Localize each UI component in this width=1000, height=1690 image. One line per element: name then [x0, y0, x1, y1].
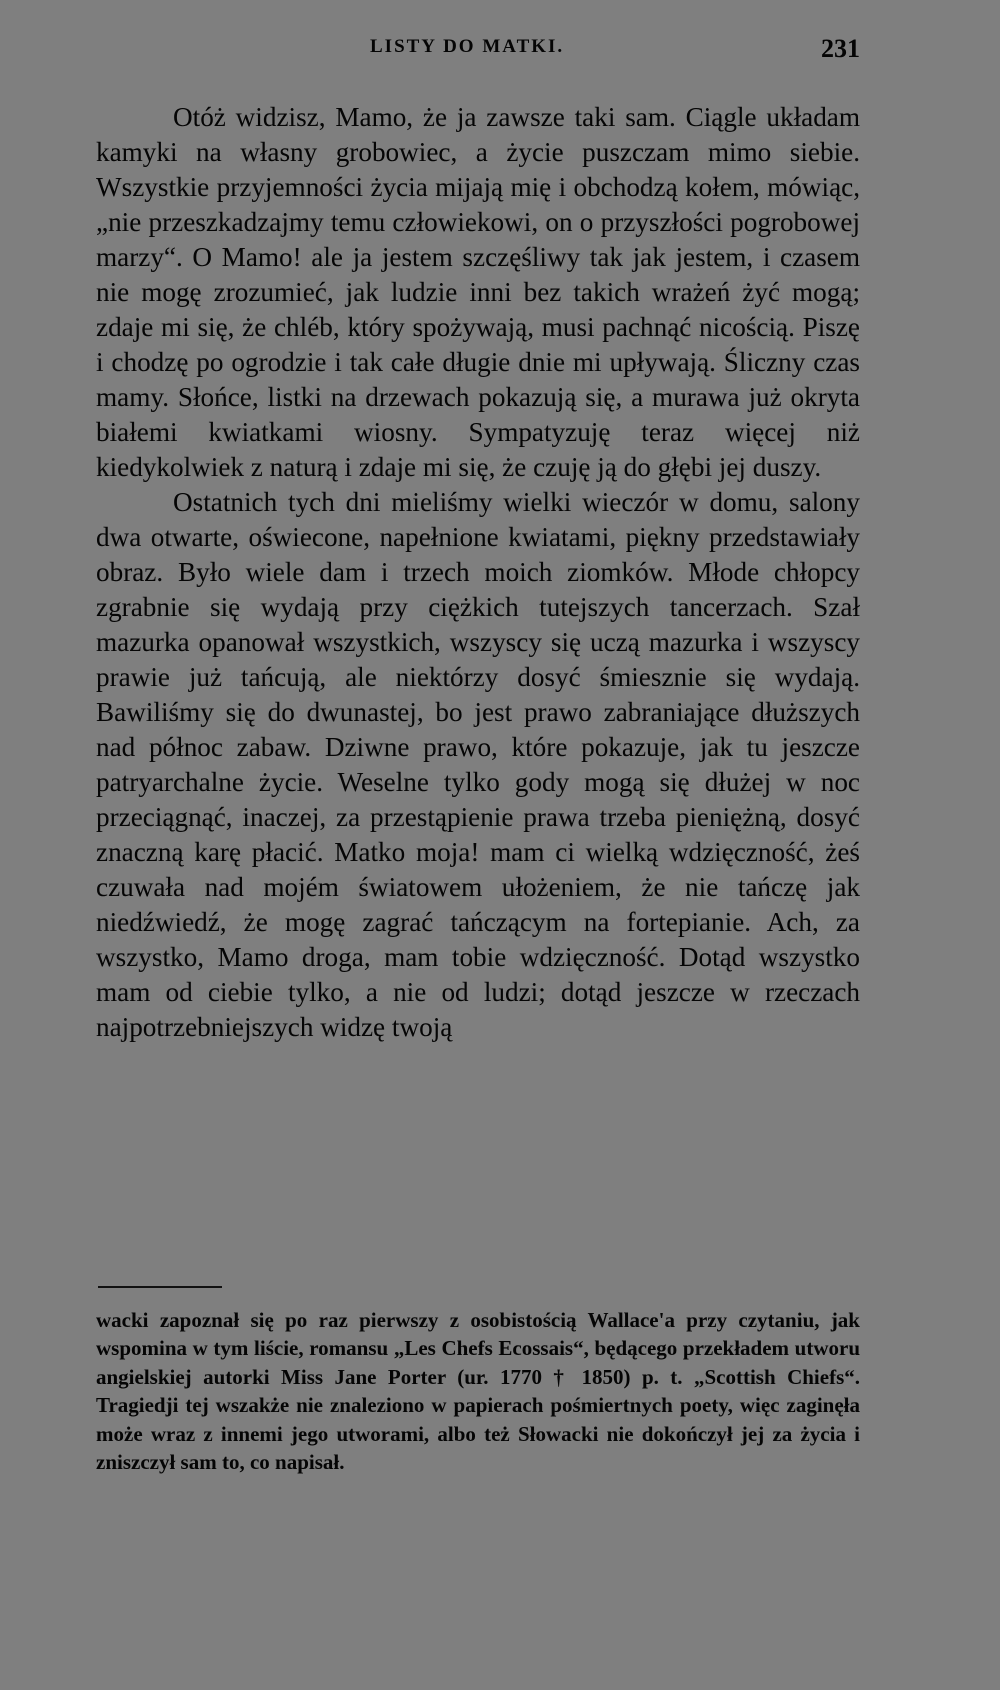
paragraph: Otóż widzisz, Mamo, że ja zawsze taki sam. Ciągle układam kamyki na własny grobowiec, a życie puszczam mimo siebie. Wszystkie przyjemności życia mijają mię i obchodzą kołem, mówiąc, „nie przeszkadzajmy temu człowiekowi, on o przyszłości pogrobowej marzy“. O Mamo! ale ja jestem szczęśliwy tak jak jestem, i czasem nie mogę zrozumieć, jak ludzie inni bez takich wrażeń żyć mogą; zdaje mi się, że chléb, który spożywają, musi pachnąć nicością. Piszę i chodzę po ogrodzie i tak całe długie dnie mi upływają. Śliczny czas mamy. Słońce, listki na drzewach pokazują się, a murawa już okryta białemi kwiatkami wiosny. Sympatyzuję teraz więcej niż kiedykolwiek z naturą i zdaje mi się, że czuję ją do głębi jej duszy. — [96, 102, 860, 482]
paragraph: Ostatnich tych dni mieliśmy wielki wieczór w domu, salony dwa otwarte, oświecone, napełnione kwiatami, piękny przedstawiały obraz. Było wiele dam i trzech moich ziomków. Młode chłopcy zgrabnie się wydają przy ciężkich tutejszych tancerzach. Szał mazurka opanował wszystkich, wszyscy się uczą mazurka i wszyscy prawie już tańcują, ale niektórzy dosyć śmiesznie się wydają. Bawiliśmy się do dwunastej, bo jest prawo zabraniające dłuższych nad północ zabaw. Dziwne prawo, które pokazuje, jak tu jeszcze patryarchalne życie. Weselne tylko gody mogą się dłużej w noc przeciągnąć, inaczej, za przestąpienie prawa trzeba pieniężną, dosyć znaczną karę płacić. Matko moja! mam ci wielką wdzięczność, żeś czuwała nad mojém światowem ułożeniem, że nie tańczę jak niedźwiedź, że mogę zagrać tańczącym na fortepianie. Ach, za wszystko, Mamo droga, mam tobie wdzięczność. Dotąd wszystko mam od ciebie tylko, a nie od ludzi; dotąd jeszcze w rzeczach najpotrzebniejszych widzę twoją — [96, 487, 860, 1042]
page-header — [96, 32, 860, 72]
body-text — [96, 100, 860, 1045]
footnote-separator — [98, 1286, 222, 1288]
running-title: LISTY DO MATKI. — [370, 36, 565, 57]
page-number: 231 — [821, 34, 860, 63]
footnote: wacki zapoznał się po raz pierwszy z osobistością Wallace'a przy czytaniu, jak wspomina w tym liście, romansu „Les Chefs Ecossais“, będącego przekładem utworu angielskiej autorki Miss Jane Porter (ur. 1770 † 1850) p. t. „Scottish Chiefs“. Tragiedji tej wszakże nie znaleziono w papierach pośmiertnych poety, więc zaginęła może wraz z innemi jego utworami, albo też Słowacki nie dokończył jej za życia i zniszczył sam to, co napisał. — [96, 1308, 860, 1475]
